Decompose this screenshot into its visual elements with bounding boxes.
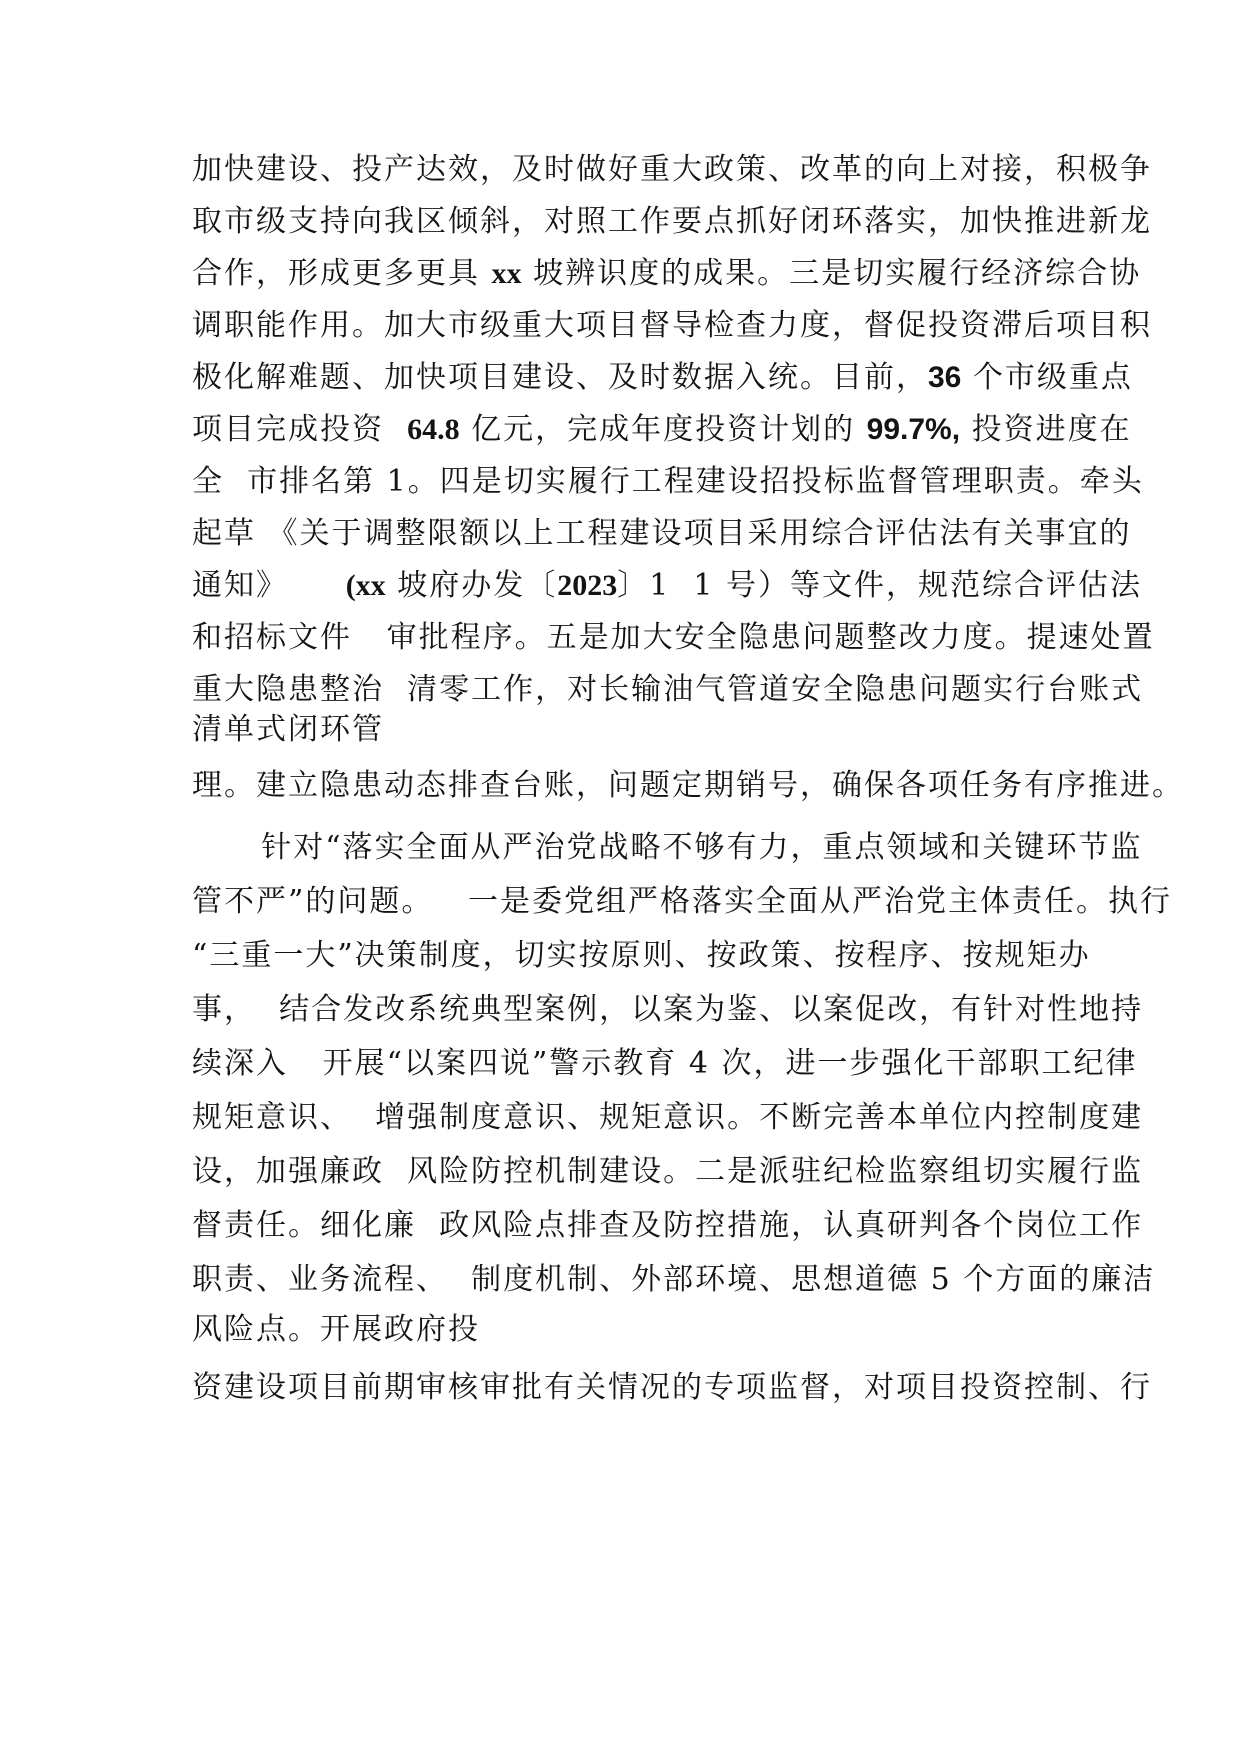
text-line: 理。建立隐患动态排查台账，问题定期销号，确保各项任务有序推进。 xyxy=(192,768,1184,803)
text-line: 调职能作用。加大市级重大项目督导检查力度，督促投资滞后项目积 xyxy=(192,308,1152,343)
text-line: 督责任。细化廉 政风险点排查及防控措施，认真研判各个岗位工作 xyxy=(192,1208,1144,1243)
bold-text: xx xyxy=(491,257,522,290)
text-line: 和招标文件 审批程序。五是加大安全隐患问题整改力度。提速处置 xyxy=(192,620,1155,655)
text-line: 重大隐患整治 清零工作，对长输油气管道安全隐患问题实行台账式 xyxy=(192,672,1144,707)
text-line: 合作，形成更多更具 xx 坡辨识度的成果。三是切实履行经济综合协 xyxy=(192,256,1142,291)
bold-number: 2023 xyxy=(557,569,618,602)
text-line: 起草 《关于调整限额以上工程建设项目采用综合评估法有关事宜的 xyxy=(192,516,1132,551)
text-line: 取市级支持向我区倾斜，对照工作要点抓好闭环落实，加快推进新龙 xyxy=(192,204,1152,239)
text-line: 事， 结合发改系统典型案例，以案为鉴、以案促改，有针对性地持 xyxy=(192,992,1144,1027)
bold-number: 99.7%, xyxy=(866,413,961,446)
text-line: 极化解难题、加快项目建设、及时数据入统。目前，36 个市级重点 xyxy=(192,360,1133,395)
text-line: 针对“落实全面从严治党战略不够有力，重点领域和关键环节监 xyxy=(192,830,1143,865)
bold-number: 64.8 xyxy=(407,413,460,446)
bold-text: (xx xyxy=(345,569,386,602)
bold-number: 36 xyxy=(928,361,962,394)
text-line: 设，加强廉政 风险防控机制建设。二是派驻纪检监察组切实履行监 xyxy=(192,1154,1144,1189)
text-line: “三重一大”决策制度，切实按原则、按政策、按程序、按规矩办 xyxy=(192,938,1091,973)
text-line: 全 市排名第 1。四是切实履行工程建设招投标监督管理职责。牵头 xyxy=(192,464,1144,499)
text-line: 管不严”的问题。 一是委党组严格落实全面从严治党主体责任。执行 xyxy=(192,884,1172,919)
text-line: 清单式闭环管 xyxy=(192,712,384,747)
text-line: 风险点。开展政府投 xyxy=(192,1312,480,1347)
text-line: 职责、业务流程、 制度机制、外部环境、思想道德 5 个方面的廉洁 xyxy=(192,1262,1156,1297)
text-line: 续深入 开展“以案四说”警示教育 4 次，进一步强化干部职工纪律 xyxy=(192,1046,1138,1081)
text-line: 通知》 (xx 坡府办发〔2023〕1 1 号）等文件，规范综合评估法 xyxy=(192,568,1143,603)
text-line: 规矩意识、 增强制度意识、规矩意识。不断完善本单位内控制度建 xyxy=(192,1100,1144,1135)
text-line: 加快建设、投产达效，及时做好重大政策、改革的向上对接，积极争 xyxy=(192,152,1152,187)
text-line: 资建设项目前期审核审批有关情况的专项监督，对项目投资控制、行 xyxy=(192,1370,1152,1405)
text-line: 项目完成投资 64.8 亿元，完成年度投资计划的 99.7%, 投资进度在 xyxy=(192,412,1132,447)
